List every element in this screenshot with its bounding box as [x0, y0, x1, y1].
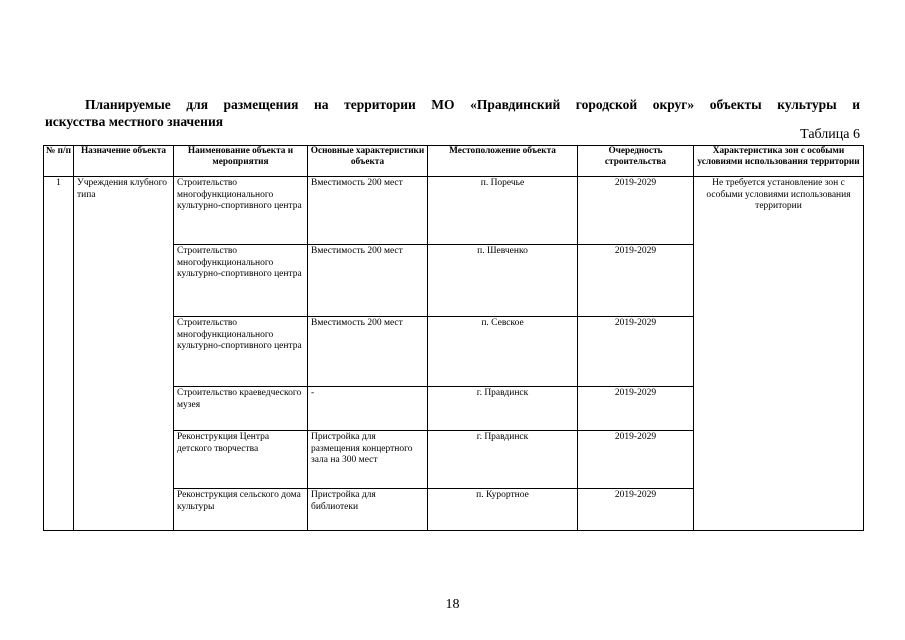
cell-period: 2019-2029 — [578, 245, 694, 317]
cell-name: Реконструкция Центра детского творчества — [174, 431, 308, 489]
header-characteristics: Основные характеристики объекта — [308, 146, 428, 177]
cell-location: г. Правдинск — [428, 431, 578, 489]
culture-objects-table — [43, 145, 864, 531]
cell-number: 1 — [44, 177, 74, 531]
cell-period: 2019-2029 — [578, 431, 694, 489]
cell-location: п. Севское — [428, 317, 578, 387]
header-number: № п/п — [44, 146, 74, 177]
cell-period: 2019-2029 — [578, 489, 694, 531]
cell-period: 2019-2029 — [578, 387, 694, 431]
cell-location: п. Шевченко — [428, 245, 578, 317]
header-location: Местоположение объекта — [428, 146, 578, 177]
cell-purpose: Учреждения клубного типа — [74, 177, 174, 531]
cell-characteristics: Пристройка для библиотеки — [308, 489, 428, 531]
table-row — [44, 177, 864, 245]
cell-name: Строительство многофункционального культурно-спортивного центра — [174, 245, 308, 317]
header-period: Очередность строительства — [578, 146, 694, 177]
cell-characteristics: - — [308, 387, 428, 431]
cell-zones: Не требуется установление зон с особыми условиями использования территории — [694, 177, 864, 531]
document-title — [45, 96, 860, 130]
cell-characteristics: Вместимость 200 мест — [308, 317, 428, 387]
cell-name: Строительство многофункционального культурно-спортивного центра — [174, 177, 308, 245]
cell-location: п. Поречье — [428, 177, 578, 245]
cell-characteristics: Вместимость 200 мест — [308, 177, 428, 245]
page-number: 18 — [445, 597, 460, 612]
cell-location: п. Курортное — [428, 489, 578, 531]
header-purpose: Назначение объекта — [74, 146, 174, 177]
cell-location: г. Правдинск — [428, 387, 578, 431]
cell-name: Строительство краеведческого музея — [174, 387, 308, 431]
cell-period: 2019-2029 — [578, 177, 694, 245]
cell-characteristics: Пристройка для размещения концертного зала на 300 мест — [308, 431, 428, 489]
cell-name: Реконструкция сельского дома культуры — [174, 489, 308, 531]
table-caption: Таблица 6 — [800, 127, 860, 142]
title-line-1: Планируемые для размещения на территории МО «Правдинский городской округ» объекты культуры и — [85, 97, 860, 112]
title-line-2: искусства местного значения — [45, 114, 224, 129]
table-header-row — [44, 146, 864, 177]
cell-name: Строительство многофункционального культурно-спортивного центра — [174, 317, 308, 387]
header-name: Наименование объекта и мероприятия — [174, 146, 308, 177]
cell-characteristics: Вместимость 200 мест — [308, 245, 428, 317]
cell-period: 2019-2029 — [578, 317, 694, 387]
header-zones: Характеристика зон с особыми условиями использования территории — [694, 146, 864, 177]
